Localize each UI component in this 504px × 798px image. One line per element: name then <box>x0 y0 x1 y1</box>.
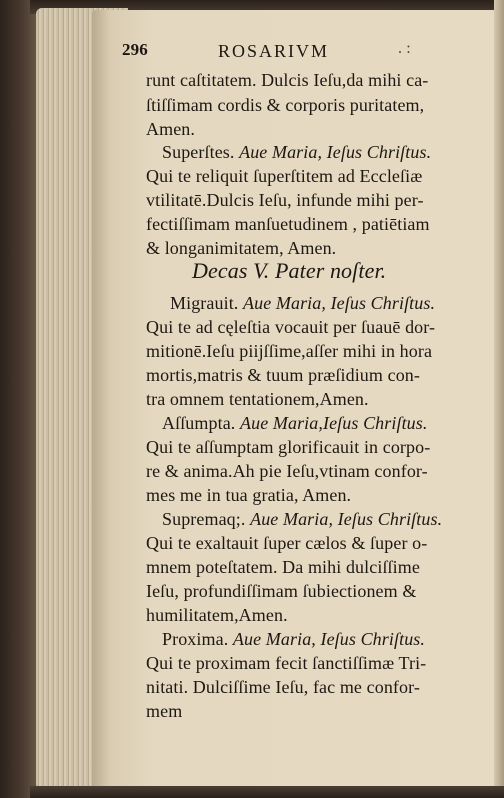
text-line <box>146 70 428 91</box>
text-phrase: mitionē.Ieſu piijſſime,aſſer mihi in hora <box>146 341 433 361</box>
text-phrase: Migrauit. <box>170 293 243 313</box>
text-phrase: runt caſtitatem. Dulcis Ieſu,da mihi ca- <box>146 70 429 90</box>
text-phrase: Superſtes. <box>162 142 240 162</box>
text-line <box>146 365 420 386</box>
text-line <box>146 166 422 187</box>
text-phrase: Ieſu, profundiſſimam ſubiectionem & <box>146 581 417 601</box>
text-line <box>146 533 427 554</box>
text-line <box>146 557 420 578</box>
italic-phrase: Aue Maria, Ieſus Chriſtus. <box>250 509 443 529</box>
text-line <box>146 653 426 674</box>
section-heading: Decas V. Pater noſter. <box>192 258 387 283</box>
book-cover-edge <box>0 0 38 798</box>
book-bottom-edge <box>30 786 504 798</box>
text-line <box>146 341 432 362</box>
text-phrase: Qui te proximam fecit ſanctiſſimæ Tri- <box>146 653 427 673</box>
text-line <box>162 413 428 434</box>
text-phrase: Amen. <box>146 119 195 139</box>
text-line <box>146 437 430 458</box>
text-line <box>146 317 435 338</box>
page-right-edge <box>494 0 504 798</box>
text-phrase: humilitatem,Amen. <box>146 605 288 625</box>
text-phrase: mnem poteſtatem. Da mihi dulciſſime <box>146 557 420 577</box>
text-phrase: Aſſumpta. <box>162 413 240 433</box>
text-line <box>146 119 195 140</box>
text-phrase: mem <box>146 701 183 721</box>
italic-phrase: Aue Maria, Ieſus Chriſtus. <box>232 629 425 649</box>
text-line <box>146 605 288 626</box>
text-line <box>146 190 424 211</box>
text-line <box>146 238 336 259</box>
text-line <box>170 293 435 314</box>
running-title: ROSARIVM <box>218 41 330 61</box>
italic-phrase: Aue Maria, Ieſus Chriſtus. <box>243 293 436 313</box>
text-line <box>146 389 369 410</box>
text-line <box>146 701 182 722</box>
text-line <box>162 509 442 530</box>
text-phrase: tra omnem tentationem,Amen. <box>146 389 369 409</box>
text-line <box>146 485 351 506</box>
text-line <box>162 142 431 163</box>
text-phrase: & longanimitatem, Amen. <box>146 238 337 258</box>
page-number: 296 <box>122 40 148 59</box>
text-line <box>146 677 420 698</box>
text-phrase: Qui te aſſumptam glorificauit in corpo- <box>146 437 431 457</box>
italic-phrase: Aue Maria,Ieſus Chriſtus. <box>240 413 428 433</box>
header-marks: . : <box>398 40 411 57</box>
text-phrase: nitati. Dulciſſime Ieſu, fac me confor- <box>146 677 420 697</box>
italic-phrase: Aue Maria, Ieſus Chriſtus. <box>239 142 432 162</box>
text-phrase: mes me in tua gratia, Amen. <box>146 485 352 505</box>
text-line <box>146 461 428 482</box>
text-phrase: re & anima.Ah pie Ieſu,vtinam confor- <box>146 461 428 481</box>
text-phrase: Qui te ad cęleſtia vocauit per ſuauē dor- <box>146 317 436 337</box>
text-phrase: Supremaq;. <box>162 509 251 529</box>
text-phrase: vtilitatē.Dulcis Ieſu, infunde mihi per- <box>146 190 424 210</box>
text-phrase: fectiſſimam manſuetudinem , patiētiam <box>146 214 430 234</box>
text-phrase: Qui te exaltauit ſuper cælos & ſuper o- <box>146 533 428 553</box>
text-phrase: ſtiſſimam cordis & corporis puritatem, <box>146 95 425 115</box>
text-line <box>146 214 430 235</box>
text-phrase: Qui te reliquit ſuperſtitem ad Eccleſiæ <box>146 166 423 186</box>
text-line <box>146 581 416 602</box>
text-line <box>162 629 425 650</box>
text-phrase: Proxima. <box>162 629 233 649</box>
text-phrase: mortis,matris & tuum præſidium con- <box>146 365 420 385</box>
text-line <box>146 95 424 116</box>
